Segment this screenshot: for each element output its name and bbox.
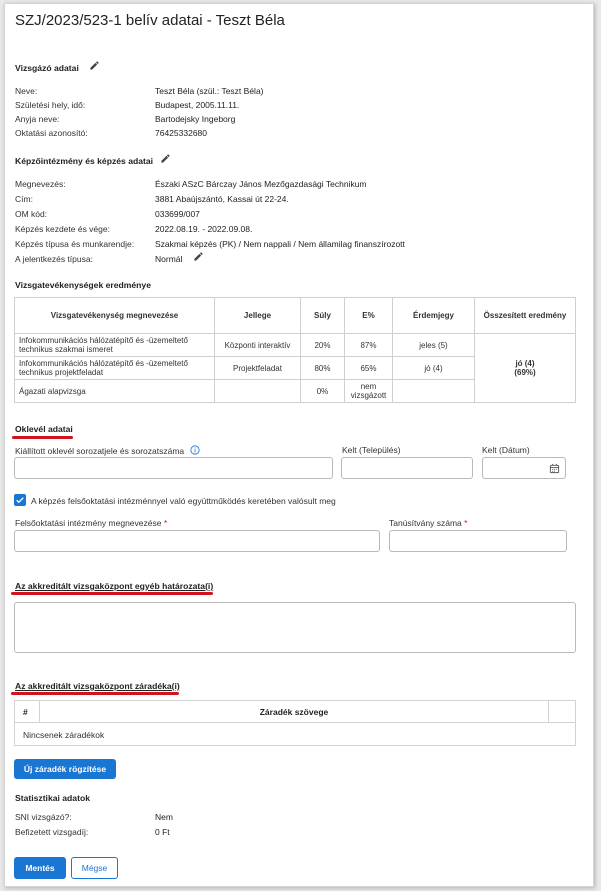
cooperation-checkbox-label[interactable]: A képzés felsőoktatási intézménnyel való együttműködés keretében valósult meg — [31, 496, 336, 506]
candidate-birth-value: Budapest, 2005.11.11. — [155, 100, 240, 110]
page-title: SZJ/2023/523-1 belív adatai - Teszt Béla — [15, 12, 285, 29]
clauses-table — [14, 700, 576, 746]
candidate-eduid-label: Oktatási azonosító: — [15, 128, 88, 138]
col-weight: Súly — [301, 298, 345, 334]
clauses-text-header: Záradék szövege — [259, 707, 329, 717]
clauses-hash-header: # — [23, 707, 28, 717]
stats-heading: Statisztikai adatok — [15, 793, 90, 803]
other-decision-textarea[interactable] — [14, 602, 576, 653]
cert-label-text: Tanúsítvány száma — [389, 518, 462, 528]
institution-heading: Képzőintézmény és képzés adatai — [15, 156, 154, 166]
inst-address-label: Cím: — [15, 194, 33, 204]
edit-candidate-pencil-icon[interactable] — [89, 60, 100, 71]
clauses-heading: Az akkreditált vizsgaközpont záradéka(i) — [15, 681, 180, 691]
activity-type-cell: Központi interaktív — [215, 334, 301, 357]
application-type-value: Normál — [155, 254, 183, 264]
checkmark-icon — [15, 495, 25, 505]
activity-percent-cell: 65% — [345, 357, 393, 380]
clauses-header-row — [15, 701, 575, 723]
date-input[interactable] — [482, 457, 566, 479]
diploma-heading-underline — [12, 436, 73, 439]
application-type-label: A jelentkezés típusa: — [15, 254, 93, 264]
activity-grade-cell: jeles (5) — [393, 334, 475, 357]
activity-weight-cell: 20% — [301, 334, 345, 357]
required-mark: * — [163, 518, 168, 528]
serial-input[interactable] — [14, 457, 333, 479]
activity-name-cell: Infokommunikációs hálózatépítő és -üzemeltető technikus projektfeladat — [15, 357, 215, 380]
training-dates-value: 2022.08.19. - 2022.09.08. — [155, 224, 253, 234]
fee-label: Befizetett vizsgadíj: — [15, 827, 89, 837]
activity-weight-cell: 0% — [301, 380, 345, 403]
sni-value: Nem — [155, 812, 173, 822]
inst-om-label: OM kód: — [15, 209, 48, 219]
col-type: Jellege — [215, 298, 301, 334]
cancel-button[interactable]: Mégse — [71, 857, 118, 879]
candidate-name-label: Neve: — [15, 86, 38, 96]
add-clause-button[interactable]: Új záradék rögzítése — [14, 759, 116, 779]
candidate-birth-label: Születési hely, idő: — [15, 100, 86, 110]
inst-address-value: 3881 Abaújszántó, Kassai út 22-24. — [155, 194, 289, 204]
inst-om-value: 033699/007 — [155, 209, 200, 219]
candidate-heading-text: Vizsgázó adatai — [15, 63, 79, 73]
training-dates-label: Képzés kezdete és vége: — [15, 224, 110, 234]
cert-label — [389, 518, 467, 528]
training-type-value: Szakmai képzés (PK) / Nem nappali / Nem államilag finanszírozott — [155, 239, 405, 249]
serial-label-text: Kiállított oklevél sorozatjele és sorozatszáma — [15, 446, 185, 456]
required-mark: * — [464, 518, 468, 528]
clauses-underline — [11, 692, 179, 695]
cert-number-input[interactable] — [389, 530, 567, 552]
main-card — [4, 3, 594, 887]
inst-name-value: Északi ASzC Bárczay János Mezőgazdasági Technikum — [155, 179, 367, 189]
activity-weight-cell: 80% — [301, 357, 345, 380]
col-total: Összesített eredmény — [475, 298, 576, 334]
training-type-label: Képzés típusa és munkarendje: — [15, 239, 135, 249]
results-header-row — [15, 298, 576, 334]
activity-type-cell — [215, 380, 301, 403]
hei-label-text: Felsőoktatási intézmény megnevezése — [15, 518, 162, 528]
clauses-empty-text: Nincsenek záradékok — [23, 730, 105, 740]
col-percent: E% — [345, 298, 393, 334]
other-decision-heading: Az akkreditált vizsgaközpont egyéb határozata(i) — [15, 581, 214, 591]
total-result-cell — [475, 334, 576, 403]
results-table — [14, 297, 576, 403]
col-grade: Érdemjegy — [393, 298, 475, 334]
col-activity-name: Vizsgatevékenység megnevezése — [15, 298, 215, 334]
results-heading: Vizsgatevékenységek eredménye — [15, 280, 151, 290]
activity-type-cell: Projektfeladat — [215, 357, 301, 380]
hei-label — [15, 518, 167, 528]
save-button[interactable]: Mentés — [14, 857, 66, 879]
cooperation-checkbox[interactable] — [14, 494, 26, 506]
candidate-name-value: Teszt Béla (szül.: Teszt Béla) — [155, 86, 264, 96]
activity-grade-cell: jó (4) — [393, 357, 475, 380]
edit-application-type-pencil-icon[interactable] — [193, 251, 204, 262]
activity-name-cell: Ágazati alapvizsga — [15, 380, 215, 403]
other-decision-underline — [11, 592, 213, 595]
sni-label: SNI vizsgázó?: — [15, 812, 72, 822]
total-grade: jó (4) — [515, 359, 535, 368]
info-icon[interactable] — [190, 445, 200, 455]
inst-name-label: Megnevezés: — [15, 179, 66, 189]
serial-label — [15, 445, 200, 456]
edit-institution-pencil-icon[interactable] — [160, 153, 171, 164]
activity-percent-cell: 87% — [345, 334, 393, 357]
clauses-empty-row — [15, 723, 575, 745]
activity-percent-cell: nem vizsgázott — [345, 380, 393, 403]
place-label: Kelt (Település) — [342, 445, 401, 455]
candidate-eduid-value: 76425332680 — [155, 128, 208, 138]
candidate-heading — [15, 63, 79, 73]
candidate-mother-value: Bartodejsky Ingeborg — [155, 114, 236, 124]
place-input[interactable] — [341, 457, 473, 479]
activity-grade-cell — [393, 380, 475, 403]
diploma-heading: Oklevél adatai — [15, 424, 73, 434]
activity-name-cell: Infokommunikációs hálózatépítő és -üzemeltető technikus szakmai ismeret — [15, 334, 215, 357]
table-row — [15, 334, 576, 357]
hei-input[interactable] — [14, 530, 380, 552]
date-label: Kelt (Dátum) — [482, 445, 530, 455]
total-percent: (69%) — [514, 368, 536, 377]
fee-value: 0 Ft — [155, 827, 170, 837]
calendar-icon[interactable] — [549, 463, 560, 474]
candidate-mother-label: Anyja neve: — [15, 114, 60, 124]
